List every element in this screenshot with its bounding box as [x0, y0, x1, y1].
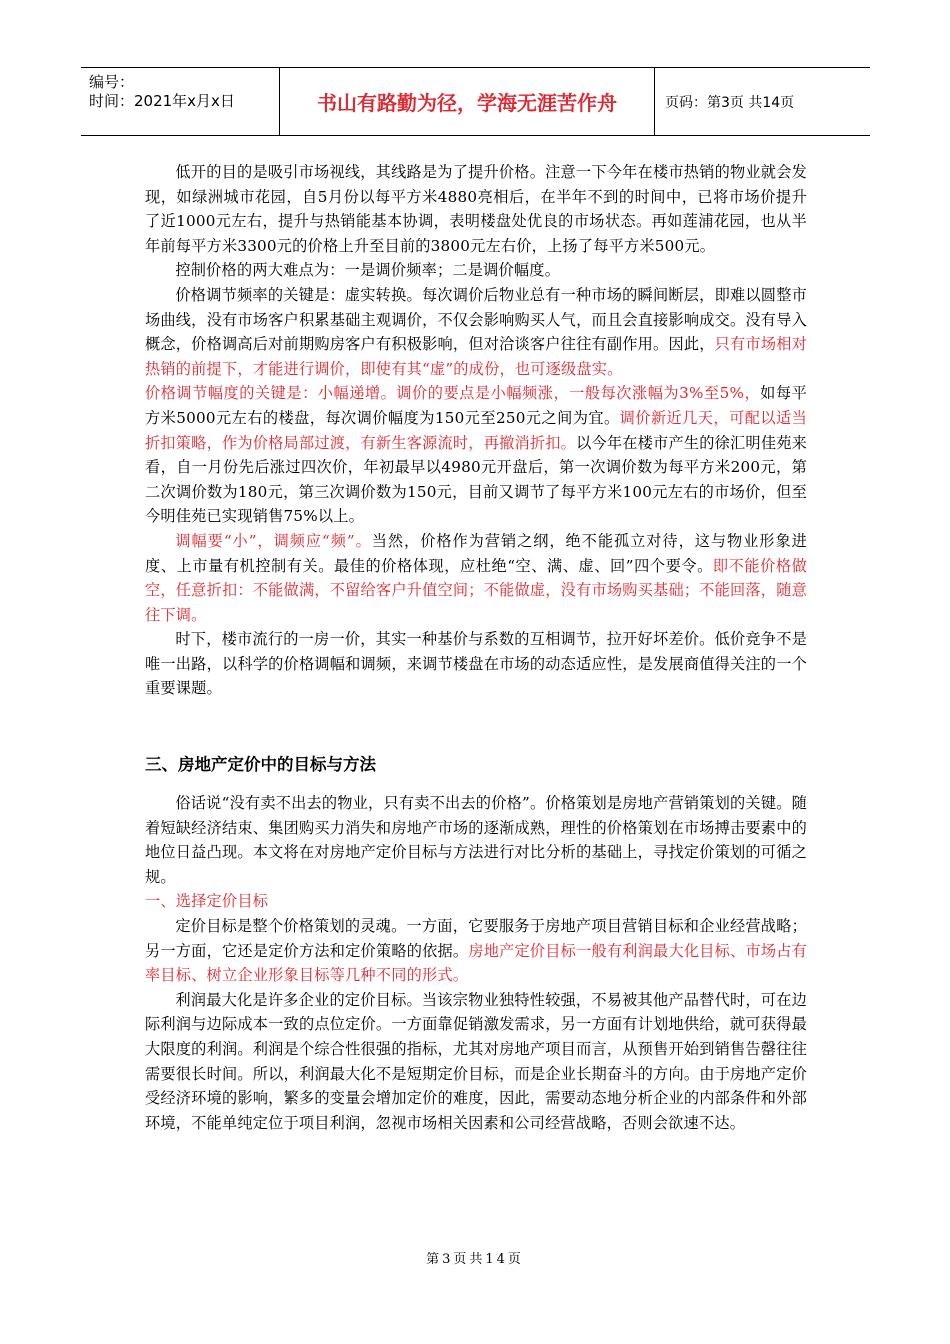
paragraph-profit-maximization: 利润最大化是许多企业的定价目标。当该宗物业独特性较强，不易被其他产品替代时，可在边际利润与边际成本一致的点位定价。一方面靠促销激发需求，另一方面有计划地供给，就可获得最大限度的利润。利润是个综合性很强的指标，尤其对房地产项目而言，从预售开始到销售告罄往往需要很长时间。所以，利润最大化不是短期定价目标，而是企业长期奋斗的方向。由于房地产定价受经济环境的影响，繁多的变量会增加定价的难度，因此，需要动态地分析企业的内部条件和外部环境，不能单纯定位于项目利润，忽视市场相关因素和公司经营战略，否则会欲速不达。	[145, 990, 807, 1132]
emphasis-text: 房地产定价目标一般有利润最大化目标、市场占有率目标、树立企业形象目标等几种不同的形式。	[145, 941, 808, 985]
header-page-info: 页码：第3页 共14页	[665, 94, 795, 111]
paragraph-text: 如每平方米5000元左右的楼盘，每次调价幅度为150元至250元之间为宜。	[145, 384, 807, 427]
paragraph-adjustment-frequency	[145, 283, 807, 381]
paragraph-price-control-difficulties: 控制价格的两大难点为：一是调价频率；二是调价幅度。	[175, 261, 561, 280]
document-body	[145, 160, 807, 1135]
section-title: 三、房地产定价中的目标与方法	[145, 755, 376, 775]
paragraph-text: 定价目标是整个价格策划的灵魂。一方面，它要服务于房地产项目营销目标和企业经营战略；另一方面，它还是定价方法和定价策略的依据。	[145, 917, 807, 960]
paragraph-pricing-intro: 俗话说“没有卖不出去的物业，只有卖不出去的价格”。价格策划是房地产营销策划的关键。随着短缺经济结束、集团购买力消失和房地产市场的逐渐成熟，理性的价格策划在市场搏击要素中的地位日益凸现。本文将在对房地产定价目标与方法进行对比分析的基础上，寻找定价策划的可循之规。	[145, 794, 807, 886]
emphasis-text: 调价新近几天，可配以适当折扣策略，作为价格局部过渡，有新生客源流时，再撤消折扣。	[145, 408, 807, 452]
header-motto: 书山有路勤为径，学海无涯苦作舟	[280, 68, 655, 135]
section-spacer	[145, 777, 807, 791]
emphasis-text: 只有市场相对热销的前提下，才能进行调价，即使有其“虚”的成份，也可逐级盘实。	[145, 335, 808, 378]
paragraph-small-frequent	[145, 529, 807, 627]
emphasis-text: 调幅要“小”，调频应“频”。	[175, 531, 372, 550]
paragraph-adjustment-range	[145, 381, 807, 529]
page-header	[81, 67, 870, 136]
paragraph-one-unit-one-price: 时下，楼市流行的一房一价，其实一种基价与系数的互相调节，拉开好坏差价。低价竞争不是唯一出路，以科学的价格调幅和调频，来调节楼盘在市场的动态适应性，是发展商值得关注的一个重要课题。	[145, 630, 807, 698]
page-footer: 第3页共14页	[426, 1252, 524, 1267]
paragraph-text: 当然，价格作为营销之纲，绝不能孤立对待，这与物业形象进度、上市量有机控制有关。最佳的价格体现，应杜绝“空、满、虚、回”四个要令。	[145, 531, 807, 575]
section-spacer	[145, 701, 807, 753]
emphasis-text: 价格调节幅度的关键是：小幅递增。调价的要点是小幅频涨，一般每次涨幅为3%至5%，	[145, 384, 761, 403]
paragraph-text: 价格调节频率的关键是：虚实转换。每次调价后物业总有一种市场的瞬间断层，即难以圆整市场曲线，没有市场客户积累基础主观调价，不仅会影响购买人气，而且会直接影响成交。没有导入概念，价格调高后对前期购房客户有积极影响，但对洽谈客户往往有副作用。因此，	[145, 285, 807, 354]
header-meta	[81, 68, 280, 135]
subheading-pricing-target: 一、选择定价目标	[145, 892, 269, 911]
paragraph-pricing-target	[145, 914, 807, 988]
paragraph-low-opening: 低开的目的是吸引市场视线，其线路是为了提升价格。注意一下今年在楼市热销的物业就会发现，如绿洲城市花园，自5月份以每平方米4880亮相后，在半年不到的时间中，已将市场价提升了近1000元左右，提升与热销能基本协调，表明楼盘处优良的市场状态。再如莲浦花园，也从半年前每平方米3300元的价格上升至目前的3800元左右价，上扬了每平方米500元。	[145, 163, 807, 255]
paragraph-text: 以今年在楼市产生的徐汇明佳苑来看，自一月份先后涨过四次价，年初最早以4980元开盘后，第一次调价数为每平方米200元，第二次调价数为180元，第三次调价数为150元，目前又调节了每平方米100元左右的市场价，但至今明佳苑已实现销售75%以上。	[145, 433, 807, 526]
emphasis-text: 即不能价格做空，任意折扣：不能做满，不留给客户升值空间；不能做虚，没有市场购买基础；不能回落，随意往下调。	[145, 556, 807, 624]
document-number-label: 编号：	[89, 73, 135, 91]
document-date: 时间：2021年x月x日	[89, 92, 235, 110]
